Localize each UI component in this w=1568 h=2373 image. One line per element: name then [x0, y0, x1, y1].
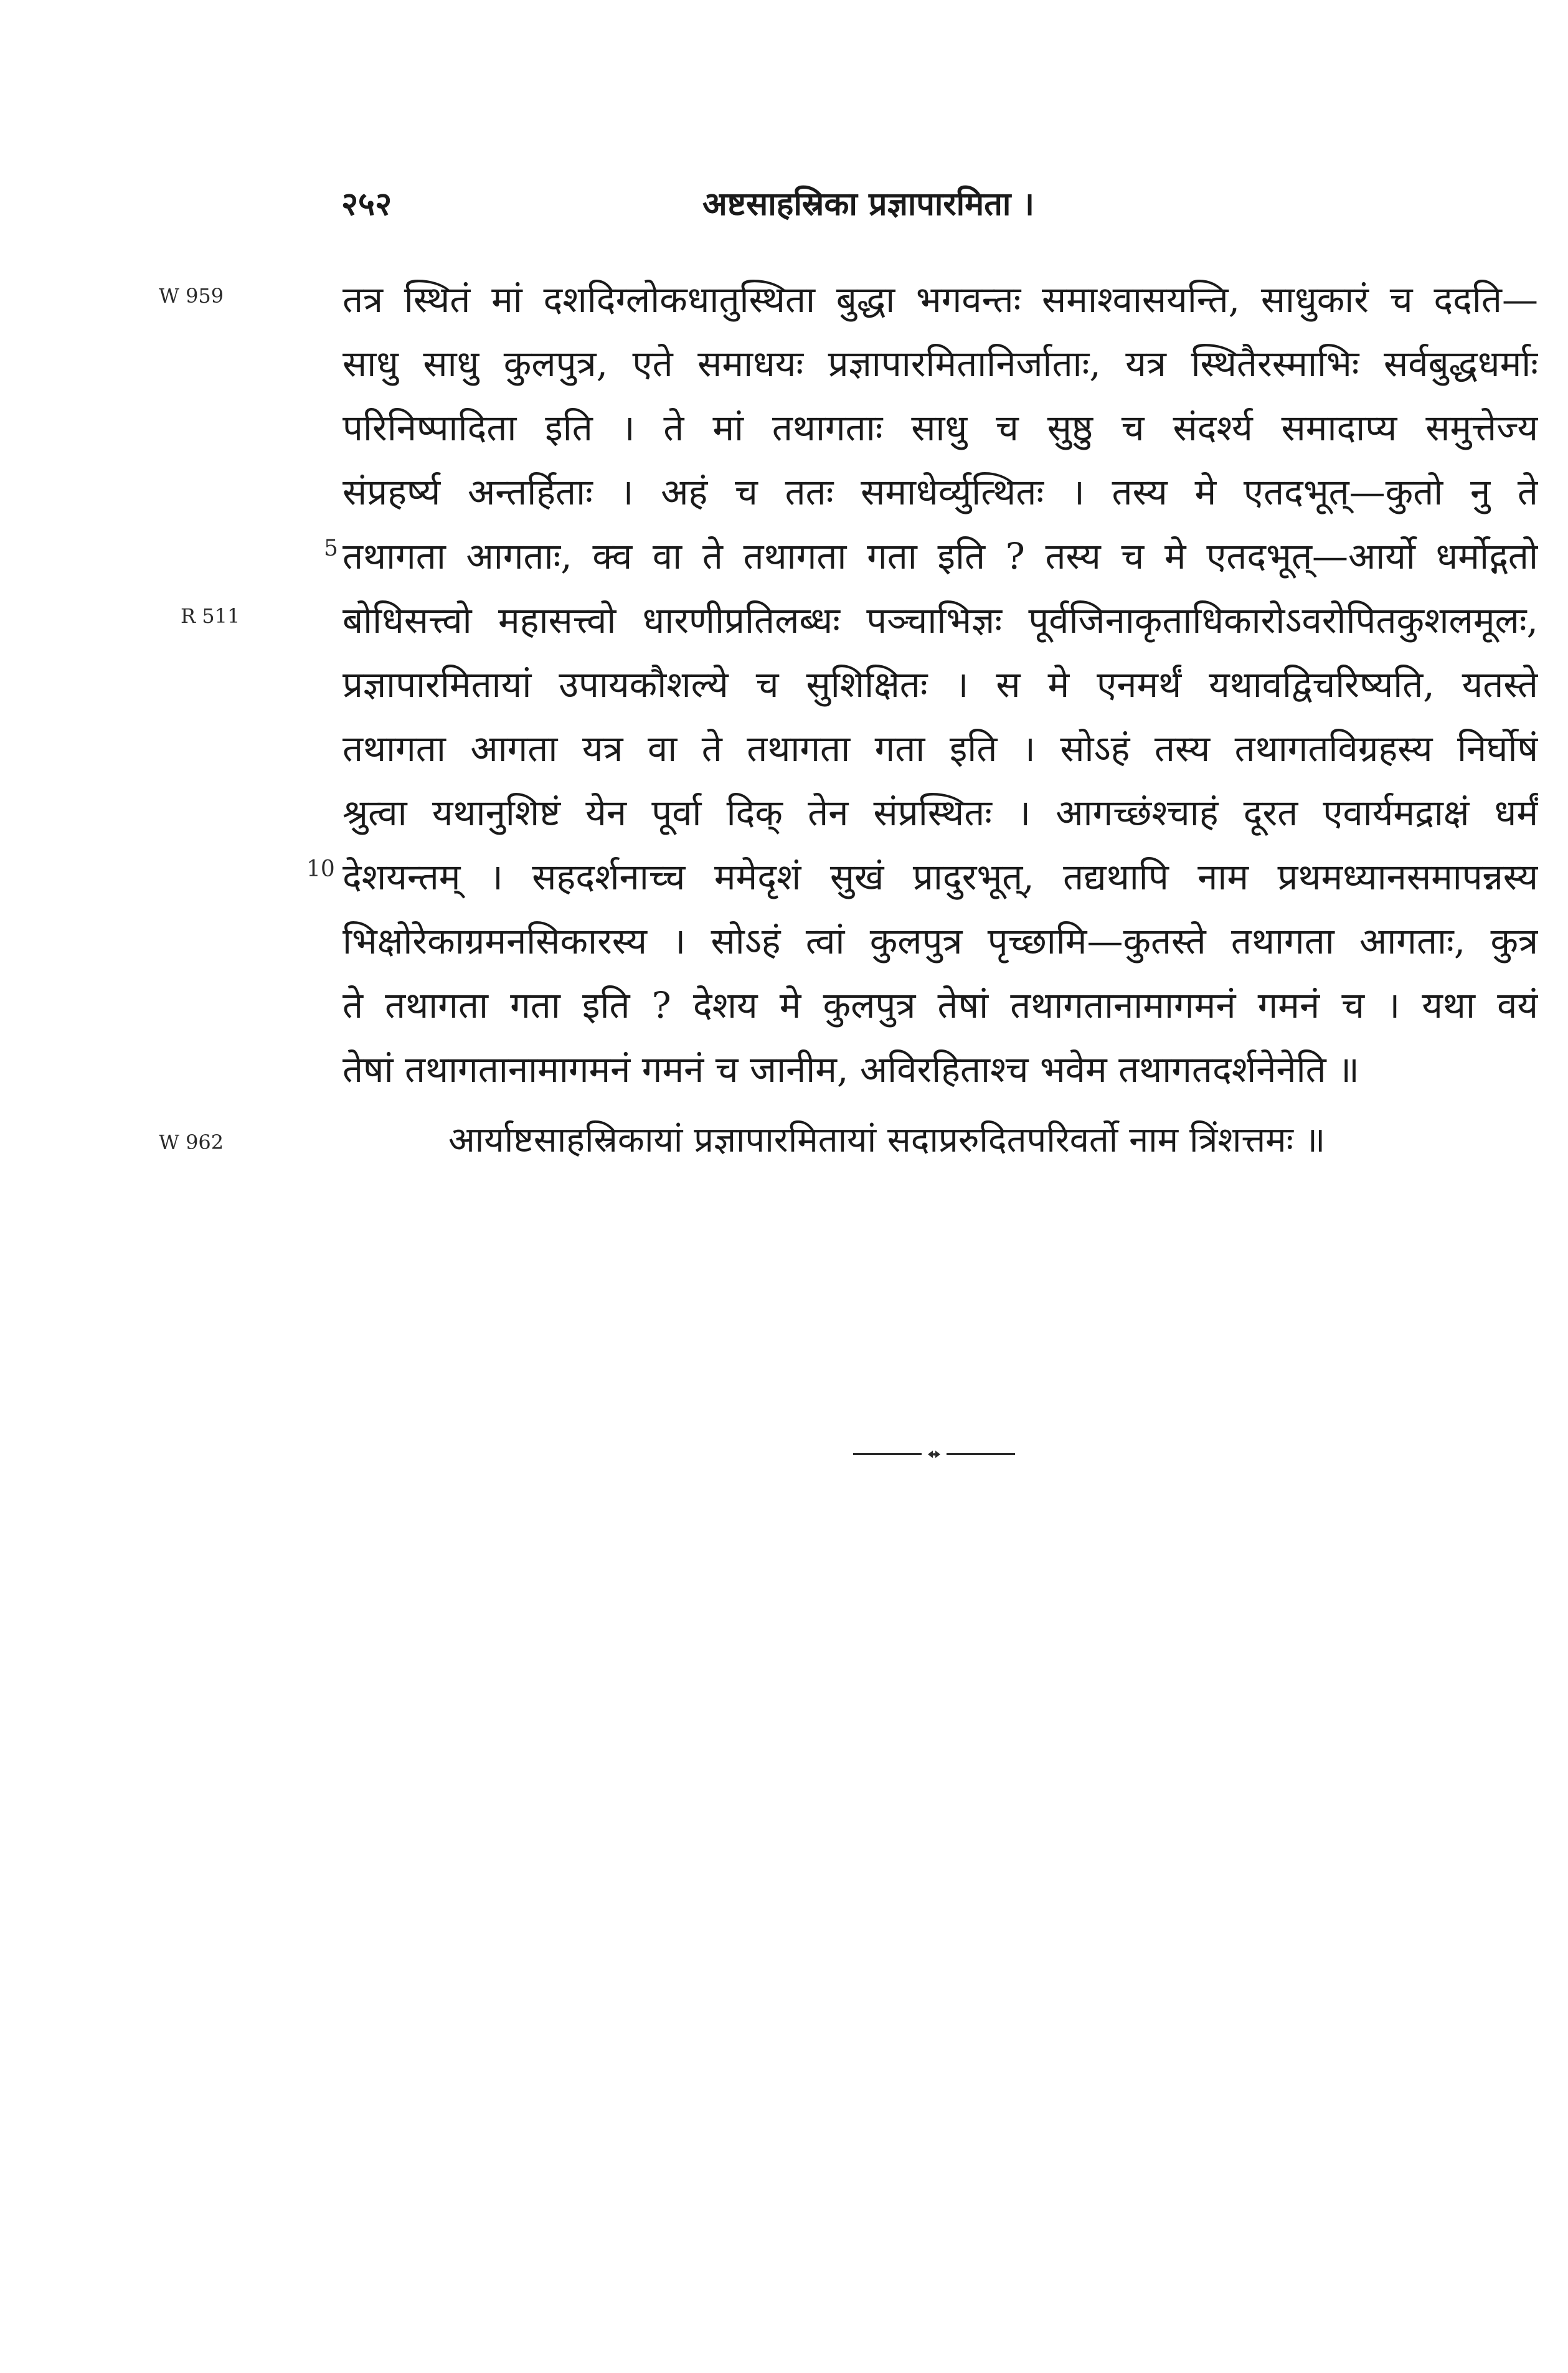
line-number-5: 5	[324, 536, 338, 561]
text-line-2: साधु साधु कुलपुत्र, एते समाधयः प्रज्ञापारमितानिर्जाताः, यत्र स्थितैरस्माभिः सर्वबुद्धधर्माः	[342, 343, 1538, 385]
margin-ref-w962: W 962	[159, 1130, 224, 1154]
divider-ornament-icon	[927, 1448, 942, 1461]
text-line-12: ते तथागता गता इति ? देशय मे कुलपुत्र तेषां तथागतानामागमनं गमनं च । यथा वयं	[342, 984, 1538, 1026]
chapter-colophon: आर्याष्टसाहस्रिकायां प्रज्ञापारमितायां सदाप्ररुदितपरिवर्तो नाम त्रिंशत्तमः ॥	[448, 1120, 1326, 1160]
running-title: अष्टसाहस्रिका प्रज्ञापारमिता ।	[702, 185, 1035, 223]
page-number: २५२	[341, 185, 392, 223]
text-line-8: तथागता आगता यत्र वा ते तथागता गता इति । सोऽहं तस्य तथागतविग्रहस्य निर्घोषं	[342, 727, 1538, 770]
margin-ref-w959: W 959	[159, 284, 224, 308]
text-line-10: देशयन्तम् । सहदर्शनाच्च ममेदृशं सुखं प्रादुरभूत्, तद्यथापि नाम प्रथमध्यानसमापन्नस्य	[342, 856, 1538, 898]
text-line-4: संप्रहर्ष्य अन्तर्हिताः । अहं च ततः समाधेर्व्युत्थितः । तस्य मे एतदभूत्—कुतो नु ते	[342, 471, 1538, 513]
margin-ref-r511: R 511	[181, 604, 240, 628]
text-line-1: तत्र स्थितं मां दशदिग्लोकधातुस्थिता बुद्धा भगवन्तः समाश्वासयन्ति, साधुकारं च ददति—	[342, 278, 1538, 321]
text-line-9: श्रुत्वा यथानुशिष्टं येन पूर्वा दिक् तेन संप्रस्थितः । आगच्छंश्चाहं दूरत एवार्यमद्राक्षं धर्मं	[342, 792, 1538, 834]
text-line-6: बोधिसत्त्वो महासत्त्वो धारणीप्रतिलब्धः पञ्चाभिज्ञः पूर्वजिनाकृताधिकारोऽवरोपितकुशलमूलः,	[342, 599, 1538, 642]
body-text	[342, 268, 1538, 1102]
text-line-5: तथागता आगताः, क्व वा ते तथागता गता इति ? तस्य च मे एतदभूत्—आर्यो धर्मोद्गतो	[342, 535, 1538, 577]
page-header	[341, 174, 1524, 230]
text-line-11: भिक्षोरेकाग्रमनसिकारस्य । सोऽहं त्वां कुलपुत्र पृच्छामि—कुतस्ते तथागता आगताः, कुत्र	[342, 920, 1538, 962]
text-line-7: प्रज्ञापारमितायां उपायकौशल्ये च सुशिक्षितः । स मे एनमर्थं यथावद्विचरिष्यति, यतस्ते	[342, 663, 1538, 706]
line-number-10: 10	[306, 856, 335, 882]
text-line-3: परिनिष्पादिता इति । ते मां तथागताः साधु च सुष्ठु च संदर्श्य समादाप्य समुत्तेज्य	[342, 407, 1538, 449]
divider-right-rule	[947, 1453, 1015, 1455]
divider-left-rule	[853, 1453, 922, 1455]
section-divider	[853, 1448, 1015, 1461]
text-line-13: तेषां तथागतानामागमनं गमनं च जानीम, अविरहिताश्च भवेम तथागतदर्शनेनेति ॥	[342, 1048, 1359, 1091]
